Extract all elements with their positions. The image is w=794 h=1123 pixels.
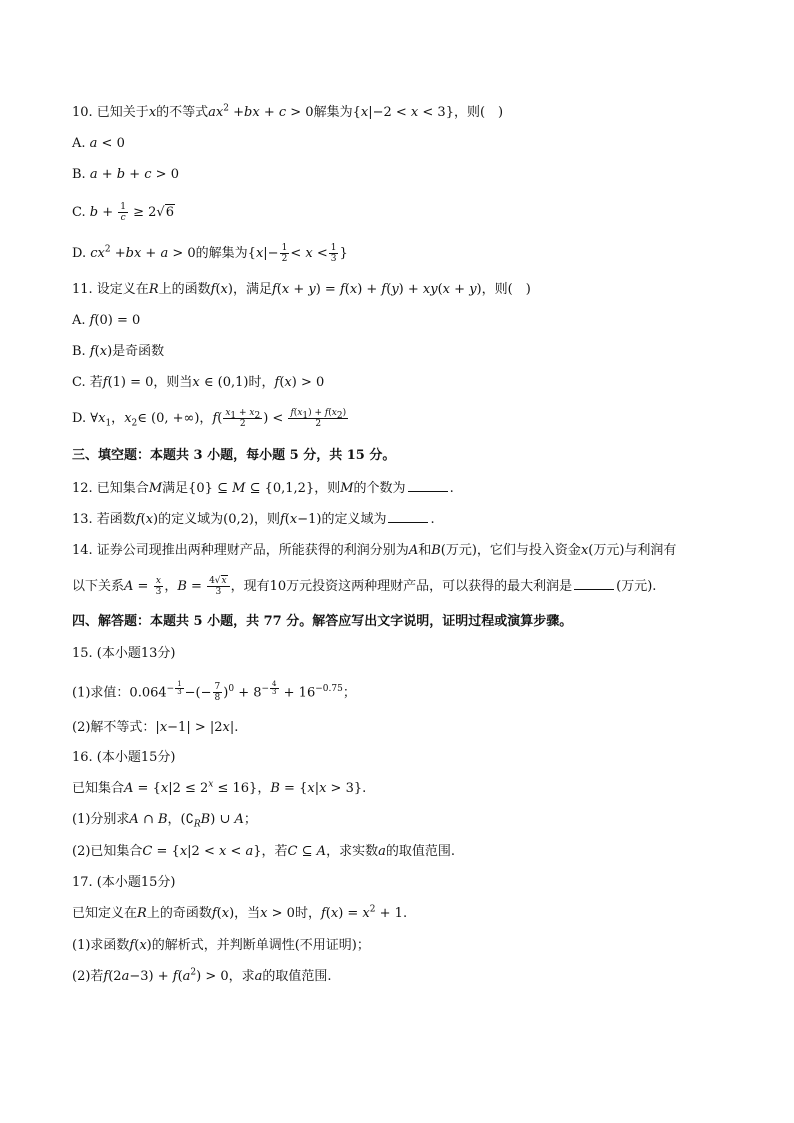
q17-intro: 已知定义在R上的奇函数f(x)，当x > 0时，$f(x) = x^2 + 1$. <box>72 904 408 921</box>
q14-line2: 以下关系A = $\frac{x}{3}$ ，B = $\frac{4√x}{3}$ ，现有10万元投资这两种理财产品，可以获得的最大利润是 (万元). <box>72 576 657 597</box>
q17-title: 17. (本小题15分) <box>72 875 176 890</box>
q10-option-d: D. $cx^2 +bx + a > 0$的解集为{x|− $\frac{1}{2}$ < x < $\frac{1}{3}$ } <box>72 243 348 264</box>
q16-part1: (1)分别求A ∩ B，$(∁_RB)$ ∪ A； <box>72 812 257 830</box>
q16-intro: 已知集合$A = \{x|2 \le 2^x \le 16\}$，B = {x|x > 3}. <box>72 779 367 796</box>
section-heading-answer: 四、解答题：本题共 5 小题，共 77 分。解答应写出文字说明，证明过程或演算步骤。 <box>72 614 573 629</box>
q10-option-a: A. a < 0 <box>72 136 125 151</box>
q14-line1: 14. 证券公司现推出两种理财产品，所能获得的利润分别为A和B(万元)，它们与投入资金x(万元)与利润有 <box>72 543 677 558</box>
q13: 13. 若函数f(x)的定义域为(0,2)，则f(x−1)的定义域为 . <box>72 512 435 527</box>
q16-title: 16. (本小题15分) <box>72 750 176 765</box>
q17-part1: (1)求函数f(x)的解析式，并判断单调性(不用证明)； <box>72 938 370 953</box>
q15-part2: (2)解不等式：|x−1| > |2x|. <box>72 720 239 735</box>
q11-option-c: C. 若f(1) = 0，则当x ∈ (0,1)时，f(x) > 0 <box>72 375 325 390</box>
q15-title: 15. (本小题13分) <box>72 646 176 661</box>
q17-part2: (2)若$f(2a-3) + f(a^2) > 0$，求a的取值范围. <box>72 967 332 984</box>
q10-option-c: C. b + $\frac{1}{c}$ ≥ 2√6 <box>72 202 174 223</box>
q11-option-a: A. f(0) = 0 <box>72 313 141 328</box>
q11-option-d: D. $\forall x_1$，$x_2\in$ (0, +∞)，f( $\frac{x_1 + x_2}{2}$ ) < $\frac{f(x_1) + f(x_2)}{2}$ <box>72 408 347 429</box>
section-heading-fill-in: 三、填空题：本题共 3 小题，每小题 5 分，共 15 分。 <box>72 448 396 463</box>
q10-option-b: B. a + b + c > 0 <box>72 167 179 182</box>
q12: 12. 已知集合M满足{0} ⊆ M ⊆ {0,1,2}，则M的个数为 . <box>72 481 454 496</box>
q15-part1: (1)求值：$0.064^{- \frac{1}{3}}$ −(− $\frac{7}{8}$ )$^0 + 8^{- \frac{4}{3}}$ + $16^{-0.75}$； <box>72 680 356 704</box>
q11-stem: 11. 设定义在R上的函数f(x)，满足f(x + y) = f(x) + f(y) + xy(x + y)，则( ) <box>72 282 531 297</box>
answer-blank[interactable] <box>574 577 614 590</box>
answer-blank[interactable] <box>408 479 448 492</box>
q10-stem: 10. 已知关于x的不等式$ax^2 +bx + c > 0$解集为{x|−2 < x < 3}，则( ) <box>72 103 504 120</box>
q16-part2: (2)已知集合C = {x|2 < x < a}，若C ⊆ A，求实数a的取值范围. <box>72 844 455 859</box>
answer-blank[interactable] <box>388 510 428 523</box>
q11-option-b: B. f(x)是奇函数 <box>72 344 165 359</box>
